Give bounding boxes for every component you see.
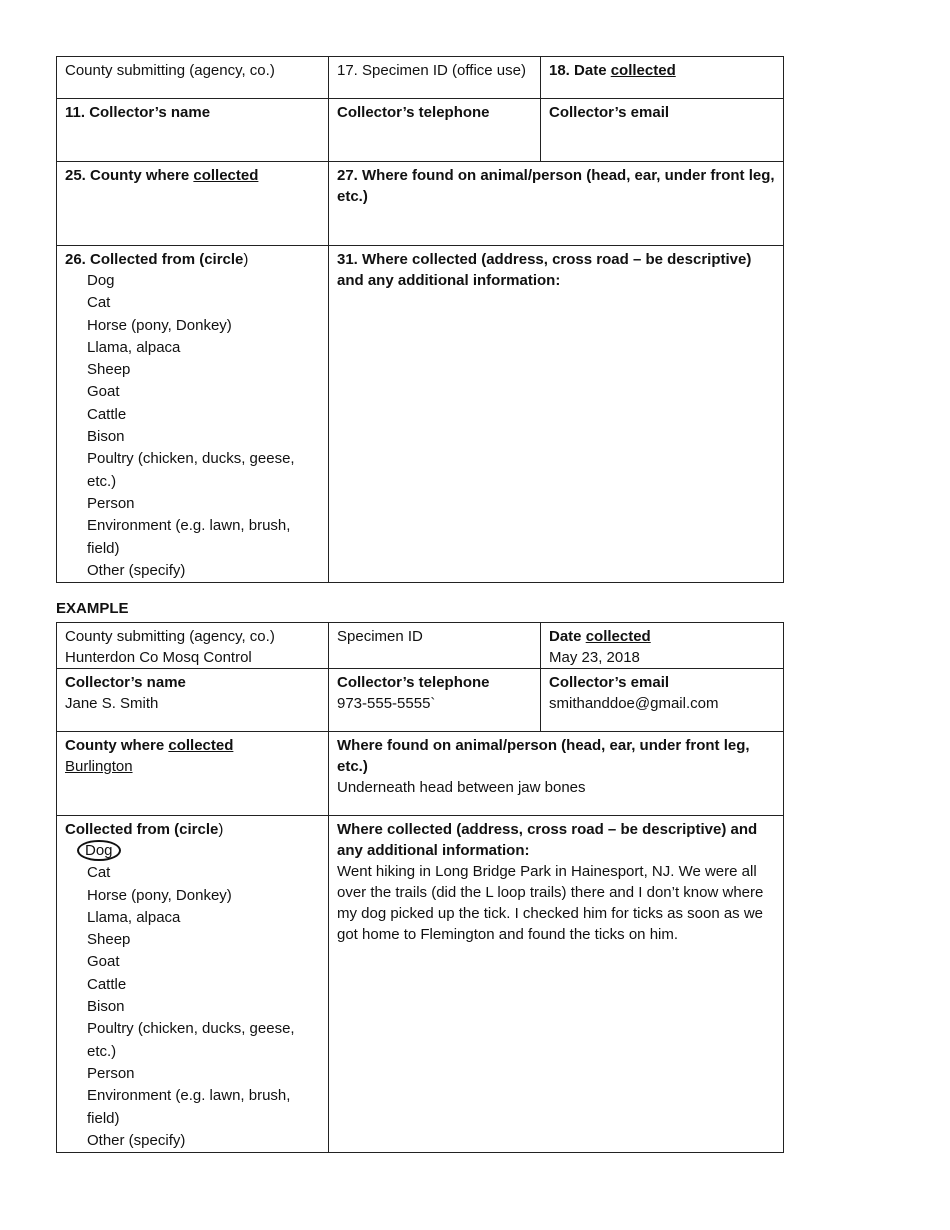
collector-email-label: Collector’s email [549, 104, 670, 121]
example-form-table [56, 622, 784, 1153]
example-collector-name-value: Jane S. Smith [65, 695, 159, 712]
option-poultry[interactable]: Poultry (chicken, ducks, geese, etc.) [87, 450, 295, 490]
collector-name-cell[interactable] [57, 99, 329, 162]
example-collector-telephone-label: Collector’s telephone [337, 674, 490, 691]
specimen-id-cell[interactable] [329, 57, 541, 99]
example-collected-from-suffix: ) [218, 821, 224, 838]
example-county-submitting-cell [57, 623, 329, 669]
example-where-found-label: Where found on animal/person (head, ear, under front leg, etc.) [337, 737, 750, 775]
option-cattle[interactable]: Cattle [87, 405, 127, 423]
option-environment[interactable]: Environment (e.g. lawn, brush, field) [87, 517, 291, 557]
option-llama[interactable]: Llama, alpaca [87, 338, 181, 356]
example-option-cat: Cat [87, 864, 111, 882]
date-collected-underlined: collected [610, 62, 676, 79]
example-county-where-cell [57, 732, 329, 816]
example-option-bison: Bison [87, 998, 125, 1016]
example-collected-from-cell [57, 816, 329, 1153]
example-county-where-value: Burlington [65, 758, 133, 775]
option-person[interactable]: Person [87, 494, 135, 512]
option-bison[interactable]: Bison [87, 428, 125, 446]
option-cat[interactable]: Cat [87, 294, 111, 312]
example-collector-name-label: Collector’s name [65, 674, 186, 691]
county-where-label [65, 167, 258, 184]
example-county-submitting-label: County submitting (agency, co.) [65, 628, 275, 645]
date-collected-label [549, 62, 676, 79]
example-specimen-id-label: Specimen ID [337, 628, 423, 645]
example-county-where-prefix: County where [65, 737, 169, 754]
example-option-horse: Horse (pony, Donkey) [87, 886, 232, 904]
example-where-found-value: Underneath head between jaw bones [337, 779, 586, 796]
example-option-poultry: Poultry (chicken, ducks, geese, etc.) [87, 1020, 295, 1060]
collector-name-label: 11. Collector’s name [65, 104, 211, 121]
option-other[interactable]: Other (specify) [87, 561, 186, 579]
blank-form-table [56, 56, 784, 583]
date-collected-cell[interactable] [541, 57, 784, 99]
collected-from-label [65, 249, 320, 270]
example-option-environment: Environment (e.g. lawn, brush, field) [87, 1087, 291, 1127]
example-collector-telephone-value: 973-555-5555` [337, 695, 436, 712]
example-option-cattle: Cattle [87, 975, 127, 993]
collector-telephone-cell[interactable] [329, 99, 541, 162]
example-option-person: Person [87, 1064, 135, 1082]
example-collector-telephone-cell [329, 669, 541, 732]
option-horse[interactable]: Horse (pony, Donkey) [87, 316, 232, 334]
example-county-submitting-value: Hunterdon Co Mosq Control [65, 649, 252, 666]
example-where-found-cell [329, 732, 784, 816]
option-goat[interactable]: Goat [87, 383, 120, 401]
example-collected-from-label [65, 819, 320, 840]
example-option-other: Other (specify) [87, 1131, 186, 1149]
example-date-underlined: collected [585, 628, 651, 645]
county-submitting-label: County submitting (agency, co.) [65, 62, 275, 79]
example-where-collected-value: Went hiking in Long Bridge Park in Hainesport, NJ. We were all over the trails (did the L loop trails) there and I don’t know where my dog picked up the tick. I checked him for ticks as soon as we got home to Flemington and found the ticks on him. [337, 863, 764, 943]
example-collected-from-options [65, 840, 320, 1152]
option-sheep[interactable]: Sheep [87, 361, 131, 379]
example-where-collected-label: Where collected (address, cross road – be descriptive) and any additional information: [337, 821, 758, 859]
specimen-id-label: 17. Specimen ID (office use) [337, 62, 526, 79]
example-collector-email-cell [541, 669, 784, 732]
example-collector-name-cell [57, 669, 329, 732]
example-option-dog [87, 840, 320, 862]
collected-from-options [65, 270, 320, 582]
collected-from-suffix: ) [243, 251, 249, 268]
county-where-underlined: collected [193, 167, 259, 184]
example-date-collected-cell [541, 623, 784, 669]
collector-telephone-label: Collector’s telephone [337, 104, 490, 121]
example-option-goat: Goat [87, 953, 120, 971]
example-collector-email-label: Collector’s email [549, 674, 670, 691]
example-date-prefix: Date [549, 628, 586, 645]
where-found-label: 27. Where found on animal/person (head, ear, under front leg, etc.) [337, 167, 775, 205]
example-heading: EXAMPLE [56, 600, 129, 617]
collected-from-cell[interactable] [57, 246, 329, 583]
where-collected-label: 31. Where collected (address, cross road – be descriptive) and any additional information: [337, 251, 752, 289]
collected-from-prefix: 26. Collected from (circle [65, 251, 244, 268]
where-found-cell[interactable] [329, 162, 784, 246]
date-collected-prefix: 18. Date [549, 62, 611, 79]
county-submitting-cell[interactable] [57, 57, 329, 99]
example-collector-email-value: smithanddoe@gmail.com [549, 695, 719, 712]
example-option-llama: Llama, alpaca [87, 908, 181, 926]
example-option-sheep: Sheep [87, 931, 131, 949]
circled-selection: Dog [77, 840, 121, 861]
example-where-collected-cell [329, 816, 784, 1153]
example-collected-from-prefix: Collected from (circle [65, 821, 219, 838]
example-specimen-id-cell [329, 623, 541, 669]
example-date-collected-label [549, 626, 775, 647]
example-county-where-underlined: collected [168, 737, 234, 754]
county-where-cell[interactable] [57, 162, 329, 246]
example-date-collected-value: May 23, 2018 [549, 649, 640, 666]
where-collected-cell[interactable] [329, 246, 784, 583]
county-where-prefix: 25. County where [65, 167, 194, 184]
option-dog[interactable]: Dog [87, 272, 115, 289]
collector-email-cell[interactable] [541, 99, 784, 162]
example-county-where-label [65, 735, 320, 756]
